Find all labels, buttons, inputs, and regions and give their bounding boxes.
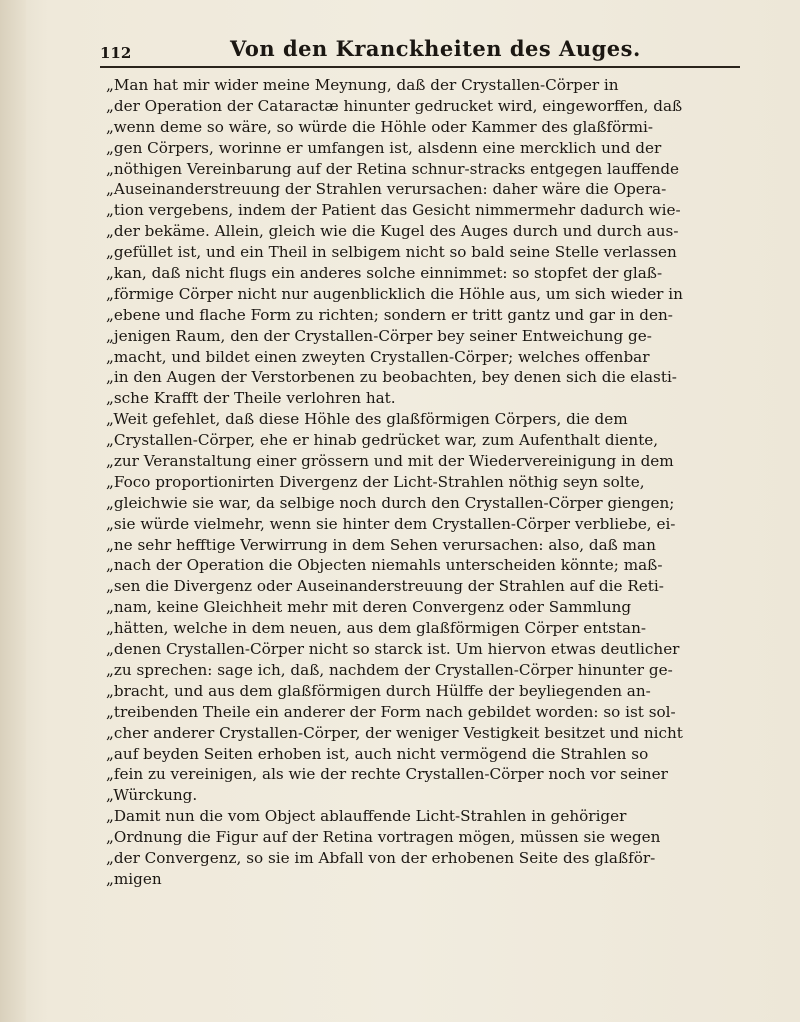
text-line: „nöthigen Vereinbarung auf der Retina schnur-stracks entgegen lauffende bbox=[106, 159, 680, 178]
text-line: „denen Crystallen-Cörper nicht so starck ist. Um hiervon etwas deutlicher bbox=[106, 640, 680, 659]
text-line: „Würckung. bbox=[106, 786, 198, 805]
text-line: „bracht, und aus dem glaßförmigen durch Hülffe der beyliegenden an- bbox=[106, 681, 651, 700]
text-line: „der Convergenz, so sie im Abfall von der erhobenen Seite des glaßför- bbox=[106, 848, 656, 867]
text-line: „nach der Operation die Objecten niemahls unterscheiden könnte; maß- bbox=[106, 556, 663, 575]
text-line: „Man hat mir wider meine Meynung, daß der Crystallen-Cörper in bbox=[106, 76, 619, 94]
text-line: „macht, und bildet einen zweyten Crystallen-Cörper; welches offenbar bbox=[106, 347, 650, 366]
text-line: „in den Augen der Verstorbenen zu beobachten, bey denen sich die elasti- bbox=[106, 368, 677, 387]
page-number: 112 bbox=[100, 44, 132, 62]
body-text bbox=[106, 75, 738, 890]
text-line: „hätten, welche in dem neuen, aus dem glaßförmigen Cörper entstan- bbox=[106, 619, 647, 638]
text-line: „der Operation der Cataractæ hinunter gedrucket wird, eingeworffen, daß bbox=[106, 96, 683, 115]
text-line: „fein zu vereinigen, als wie der rechte Crystallen-Cörper noch vor seiner bbox=[106, 765, 668, 784]
text-line: „cher anderer Crystallen-Cörper, der weniger Vestigkeit besitzet und nicht bbox=[106, 723, 683, 742]
text-line: „Weit gefehlet, daß diese Höhle des glaßförmigen Cörpers, die dem bbox=[106, 410, 628, 429]
page-header bbox=[100, 34, 740, 68]
text-line: „tion vergebens, indem der Patient das Gesicht nimmermehr dadurch wie- bbox=[106, 201, 681, 220]
text-line: „auf beyden Seiten erhoben ist, auch nicht vermögend die Strahlen so bbox=[106, 744, 649, 763]
page-gutter-shadow bbox=[0, 0, 26, 1022]
text-line: „sie würde vielmehr, wenn sie hinter dem Crystallen-Cörper verbliebe, ei- bbox=[106, 514, 676, 533]
text-line: „jenigen Raum, den der Crystallen-Cörper bey seiner Entweichung ge- bbox=[106, 326, 652, 345]
text-line: „wenn deme so wäre, so würde die Höhle oder Kammer des glaßförmi- bbox=[106, 117, 653, 136]
text-line: „migen bbox=[106, 869, 162, 888]
running-title: Von den Kranckheiten des Auges. bbox=[230, 36, 641, 61]
text-line: „kan, daß nicht flugs ein anderes solche einnimmet: so stopfet der glaß- bbox=[106, 264, 663, 283]
text-line: „ebene und flache Form zu richten; sondern er tritt gantz und gar in den- bbox=[106, 305, 673, 324]
text-line: „Ordnung die Figur auf der Retina vortragen mögen, müssen sie wegen bbox=[106, 828, 661, 847]
text-line: „nam, keine Gleichheit mehr mit deren Convergenz oder Sammlung bbox=[106, 598, 632, 617]
text-line: „sche Krafft der Theile verlohren hat. bbox=[106, 389, 396, 408]
text-line: „Auseinanderstreuung der Strahlen verursachen: daher wäre die Opera- bbox=[106, 180, 667, 199]
text-line: „Crystallen-Cörper, ehe er hinab gedrücket war, zum Aufenthalt diente, bbox=[106, 431, 659, 450]
header-rule bbox=[100, 66, 740, 68]
text-line: „gleichwie sie war, da selbige noch durch den Crystallen-Cörper giengen; bbox=[106, 493, 675, 512]
text-line: „gefüllet ist, und ein Theil in selbigem nicht so bald seine Stelle verlassen bbox=[106, 243, 677, 262]
text-line: „Foco proportionirten Divergenz der Licht-Strahlen nöthig seyn solte, bbox=[106, 472, 645, 491]
text-line: „zur Veranstaltung einer grössern und mit der Wiedervereinigung in dem bbox=[106, 452, 674, 471]
text-line: „der bekäme. Allein, gleich wie die Kugel des Auges durch und durch aus- bbox=[106, 222, 679, 241]
text-line: „sen die Divergenz oder Auseinanderstreuung der Strahlen auf die Reti- bbox=[106, 577, 664, 596]
text-line: „zu sprechen: sage ich, daß, nachdem der Crystallen-Cörper hinunter ge- bbox=[106, 660, 673, 679]
text-line: „treibenden Theile ein anderer der Form nach gebildet worden: so ist sol- bbox=[106, 702, 676, 721]
text-line: „gen Cörpers, worinne er umfangen ist, alsdenn eine mercklich und der bbox=[106, 138, 662, 157]
text-line: „Damit nun die vom Object ablauffende Licht-Strahlen in gehöriger bbox=[106, 807, 627, 826]
text-line: „ne sehr hefftige Verwirrung in dem Sehen verursachen: also, daß man bbox=[106, 535, 656, 554]
text-line: „förmige Cörper nicht nur augenblicklich die Höhle aus, um sich wieder in bbox=[106, 284, 683, 303]
